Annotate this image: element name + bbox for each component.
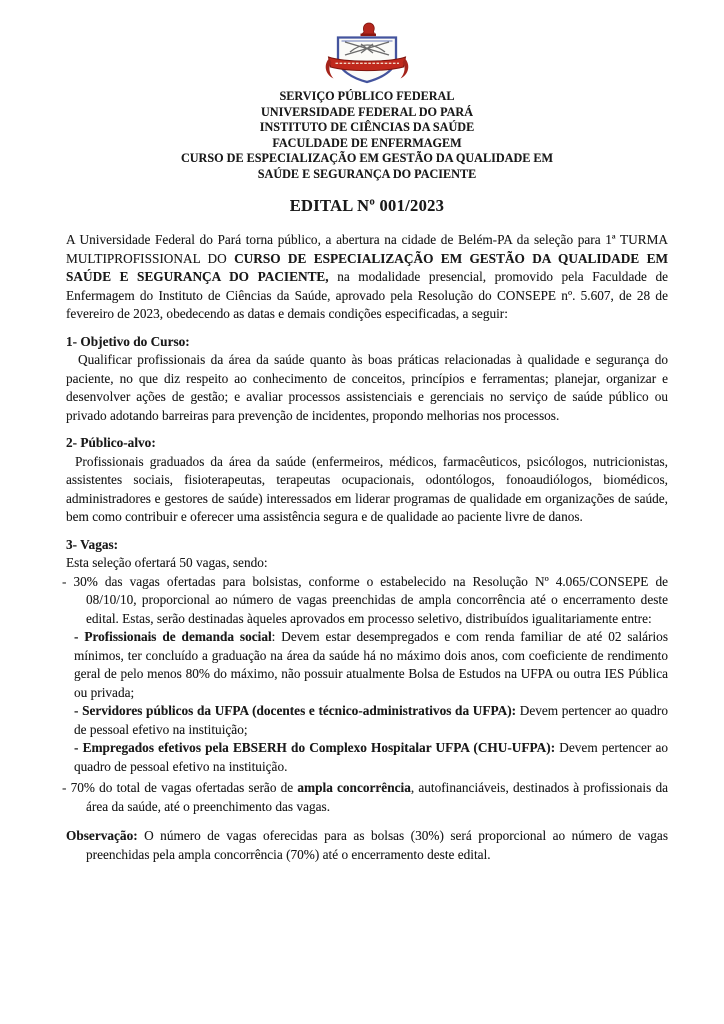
org-line-servico: SERVIÇO PÚBLICO FEDERAL xyxy=(279,89,455,103)
org-line-curso-2: SAÚDE E SEGURANÇA DO PACIENTE xyxy=(257,166,477,181)
intro-course-name: CURSO DE ESPECIALIZAÇÃO EM GESTÃO DA QUALIDADE EM SAÚDE E SEGURANÇA DO PACIENTE, xyxy=(66,250,668,284)
org-line-faculdade: FACULDADE DE ENFERMAGEM xyxy=(272,135,462,150)
logo-container xyxy=(66,22,668,86)
observacao-text: O número de vagas oferecidas para as bolsas (30%) será proporcional ao número de vagas preenchidas pela ampla concorrência (70%) até o encerramento deste edital. xyxy=(86,828,668,862)
section-objetivo-heading: 1- Objetivo do Curso: xyxy=(66,333,190,349)
edital-title: EDITAL Nº 001/2023 xyxy=(289,196,445,215)
section-objetivo-body: Qualificar profissionais da área da saúde quanto às boas práticas relacionadas à qualidade e segurança do paciente, no que diz respeito ao conhecimento de conceitos, princípios e ferramentas; planejar, organizar e desenvolver ações de gestão; e avaliar processos assistenciais e gerenciais no serviço de saúde público ou privado adotando barreiras para prevenção de incidentes, propondo melhorias nos processos. xyxy=(66,352,668,423)
intro-text-post: na modalidade presencial, promovido pela Faculdade de Enfermagem do Instituto de Ciências da Saúde, aprovado pela Resolução do CONSEPE nº. 5.607, de 28 de fevereiro de 2023, obedecendo as datas e demais condições especificadas, a seguir: xyxy=(66,269,668,321)
section-publico-alvo xyxy=(66,434,668,527)
vagas-item-bolsistas: - 30% das vagas ofertadas para bolsistas, conforme o estabelecido na Resolução Nº 4.065/CONSEPE de 08/10/10, proporcional ao número de vagas preenchidas de ampla concorrência até o encerramento deste edital. Estas, serão destinadas àqueles aprovados em processo seletivo, distribuídos igualitariamente entre: xyxy=(62,573,668,626)
section-vagas xyxy=(62,536,668,865)
vagas-ampla-bold: ampla concorrência xyxy=(297,780,411,795)
vagas-intro-line: Esta seleção ofertará 50 vagas, sendo: xyxy=(66,555,268,570)
section-vagas-heading: 3- Vagas: xyxy=(66,536,119,552)
org-header xyxy=(66,89,668,182)
org-line-curso-1: CURSO DE ESPECIALIZAÇÃO EM GESTÃO DA QUALIDADE EM xyxy=(180,151,554,165)
vagas-subitem-servidores xyxy=(74,702,668,739)
vagas-subitem-empregados-label: - Empregados efetivos pela EBSERH do Complexo Hospitalar UFPA (CHU-UFPA): xyxy=(74,740,556,755)
intro-paragraph xyxy=(66,231,668,324)
observacao-label: Observação: xyxy=(66,828,138,843)
vagas-subitem-servidores-text: Devem pertencer ao quadro de pessoal efetivo na instituição; xyxy=(74,703,668,737)
section-publico-alvo-heading: 2- Público-alvo: xyxy=(66,435,156,450)
observacao-paragraph xyxy=(66,827,668,864)
vagas-subitem-servidores-label: - Servidores públicos da UFPA (docentes e técnico-administrativos da UFPA): xyxy=(74,703,517,718)
org-line-instituto: INSTITUTO DE CIÊNCIAS DA SAÚDE xyxy=(259,120,475,134)
vagas-subitem-demanda-social xyxy=(74,628,668,702)
section-publico-alvo-body: Profissionais graduados da área da saúde (enfermeiros, médicos, farmacêuticos, psicólogos, nutricionistas, assistentes sociais, fisioterapeutas, terapeutas ocupacionais, odontólogos, fonoaudiólogos, biomédicos, administradores e gestores de saúde) interessados em liderar programas de qualidade em organizações de saúde, bem como contribuir e oferecer uma assistência segura e de qualidade ao paciente livre de danos. xyxy=(66,453,668,524)
vagas-subitem-demanda-social-text: : Devem estar desempregados e com renda familiar de até 02 salários mínimos, ter concluído a graduação na área da saúde há no máximo dois anos, com coeficiente de rendimento geral de pelo menos 80% do máximo, não possuir atualmente Bolsa de Estudos na UFPA ou outra IES Pública ou privada; xyxy=(74,629,668,700)
intro-text-pre: A Universidade Federal do Pará torna público, a abertura na cidade de Belém-PA da seleção para 1ª TURMA MULTIPROFISSIONAL DO xyxy=(66,232,668,266)
vagas-ampla-post: , autofinanciáveis, destinados à profissionais da área da saúde, até o preenchimento das vagas. xyxy=(86,780,668,814)
org-line-universidade: UNIVERSIDADE FEDERAL DO PARÁ xyxy=(260,104,474,119)
vagas-subitem-empregados xyxy=(74,739,668,776)
vagas-subitem-empregados-text: Devem pertencer ao quadro de pessoal efetivo na instituição. xyxy=(74,740,668,774)
ufpa-crest-icon xyxy=(321,22,413,86)
vagas-subitems xyxy=(74,628,668,776)
vagas-subitem-demanda-social-label: - Profissionais de demanda social xyxy=(74,629,272,644)
vagas-ampla-pre: - 70% do total de vagas ofertadas serão de xyxy=(62,780,298,795)
vagas-item-ampla-concorrencia xyxy=(62,779,668,816)
section-objetivo xyxy=(66,333,668,426)
